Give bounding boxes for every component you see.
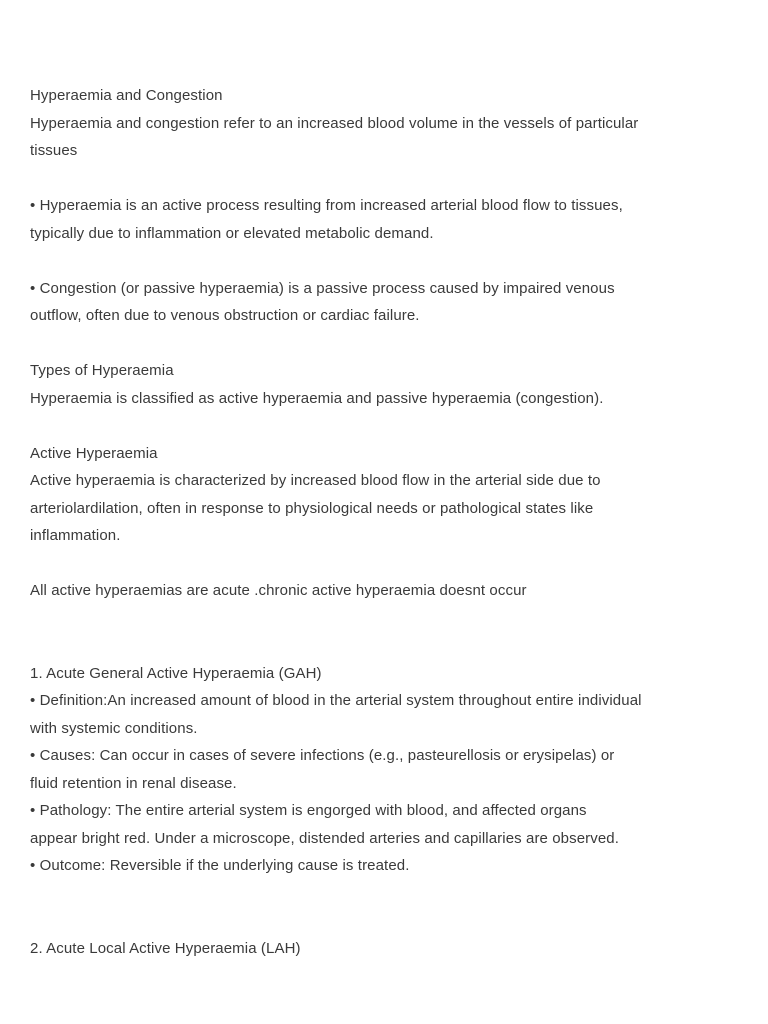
bullet-hyperaemia-line-2: typically due to inflammation or elevated metabolic demand. — [30, 224, 434, 242]
gah-title: 1. Acute General Active Hyperaemia (GAH) — [30, 664, 322, 682]
bullet-congestion-line-2: outflow, often due to venous obstruction or cardiac failure. — [30, 307, 420, 324]
section-title-hyperaemia-congestion: Hyperaemia and Congestion — [30, 87, 223, 104]
spacer — [30, 605, 720, 660]
spacer — [30, 412, 720, 440]
gah-causes-line-1: • Causes: Can occur in cases of severe infections (e.g., pasteurellosis or erysipelas) or — [30, 747, 615, 764]
gah-definition-line-2: with systemic conditions. — [30, 719, 198, 737]
spacer — [30, 550, 720, 578]
types-body: Hyperaemia is classified as active hyperaemia and passive hyperaemia (congestion). — [30, 389, 604, 407]
section-title-types: Types of Hyperaemia — [30, 362, 174, 379]
section-title-active: Active Hyperaemia — [30, 444, 158, 462]
active-note: All active hyperaemias are acute .chronic active hyperaemia doesnt occur — [30, 582, 527, 599]
intro-line-2: tissues — [30, 142, 78, 159]
gah-definition-line-1: • Definition:An increased amount of blood in the arterial system throughout entire individual — [30, 692, 642, 709]
document-body — [30, 82, 720, 962]
spacer — [30, 880, 720, 935]
lah-title: 2. Acute Local Active Hyperaemia (LAH) — [30, 939, 301, 957]
spacer — [30, 247, 720, 275]
bullet-congestion-line-1: • Congestion (or passive hyperaemia) is a passive process caused by impaired venous — [30, 279, 615, 297]
bullet-hyperaemia-line-1: • Hyperaemia is an active process resulting from increased arterial blood flow to tissues, — [30, 197, 623, 214]
gah-pathology-line-1: • Pathology: The entire arterial system is engorged with blood, and affected organs — [30, 802, 587, 819]
gah-outcome: • Outcome: Reversible if the underlying cause is treated. — [30, 857, 410, 874]
active-body-line-1: Active hyperaemia is characterized by increased blood flow in the arterial side due to — [30, 472, 601, 489]
intro-line-1: Hyperaemia and congestion refer to an increased blood volume in the vessels of particular — [30, 114, 639, 132]
spacer — [30, 330, 720, 358]
gah-causes-line-2: fluid retention in renal disease. — [30, 774, 237, 792]
active-body-line-3: inflammation. — [30, 527, 121, 544]
gah-pathology-line-2: appear bright red. Under a microscope, distended arteries and capillaries are observed. — [30, 829, 620, 847]
active-body-line-2: arteriolardilation, often in response to physiological needs or pathological states like — [30, 499, 594, 517]
spacer — [30, 165, 720, 193]
